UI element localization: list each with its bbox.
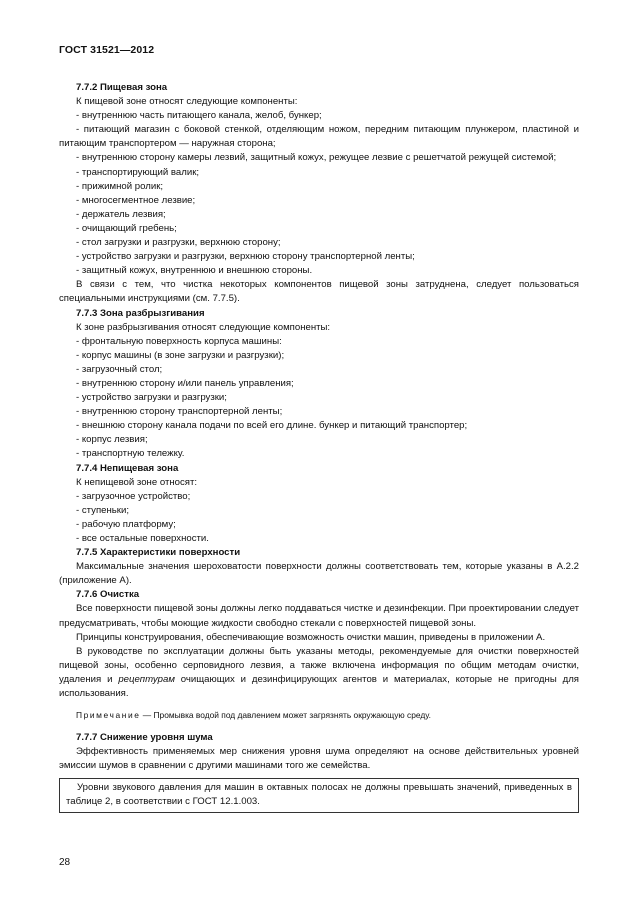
manual-text-before: В руководстве по эксплуатации должны быть указаны методы, рекомендуемые для очистки поверхностей пищевой зоны, особенно серповидного лезвия, а также включена информация по общим методам очистки, удаления и — [59, 645, 579, 685]
list-item: - все остальные поверхности. — [76, 533, 209, 544]
section-title-7-7-5: 7.7.5 Характеристики поверхности — [76, 547, 241, 559]
paragraph: Все поверхности пищевой зоны должны легко поддаваться чистке и дезинфекции. При проектировании следует предусматривать, чтобы моющие жидкости свободно стекали с поверхностей пищевой зоны. — [59, 603, 579, 629]
list-item: - рабочую платформу; — [76, 518, 176, 530]
manual-text-italic: рецептурам — [118, 673, 175, 685]
list-item: - очищающий гребень; — [76, 222, 177, 234]
page-number: 28 — [59, 857, 71, 868]
section-title-7-7-4: 7.7.4 Непищевая зона — [76, 462, 179, 474]
list-item: - корпус лезвия; — [76, 434, 148, 446]
paragraph: В связи с тем, что чистка некоторых компонентов пищевой зоны затруднена, следует пользоваться специальными инструкциями (см. 7.7.5). — [59, 279, 579, 305]
list-item: - внешнюю сторону канала подачи по всей его длине. бункер и питающий транспортер; — [76, 420, 468, 432]
paragraph: Максимальные значения шероховатости поверхности должны соответствовать тем, которые указаны в А.2.2 (приложение А). — [59, 561, 579, 587]
list-item: - транспортную тележку. — [76, 448, 185, 460]
list-item: - прижимной ролик; — [76, 180, 164, 192]
list-item: - фронтальную поверхность корпуса машины: — [76, 335, 282, 347]
document-body — [59, 81, 579, 813]
paragraph: К непищевой зоне относят: — [76, 476, 198, 488]
paragraph: Принципы конструирования, обеспечивающие возможность очистки машин, приведены в приложении А. — [76, 631, 546, 643]
manual-text-after: очищающих и дезинфицирующих агентов и материалах, которые не пригодны для использования. — [59, 673, 579, 700]
list-item: - внутреннюю сторону и/или панель управления; — [76, 377, 294, 389]
list-item: - устройство загрузки и разгрузки, верхнюю сторону транспортерной ленты; — [76, 251, 415, 263]
list-item: - загрузочное устройство; — [76, 490, 191, 502]
list-item: - устройство загрузки и разгрузки; — [76, 392, 227, 404]
section-title-7-7-6: 7.7.6 Очистка — [76, 589, 140, 601]
list-item: - внутреннюю сторону камеры лезвий, защитный кожух, режущее лезвие с решетчатой режущей системой; — [76, 152, 557, 164]
section-title-7-7-7: 7.7.7 Снижение уровня шума — [76, 732, 213, 744]
note — [59, 708, 579, 722]
list-item: - стол загрузки и разгрузки, верхнюю сторону; — [76, 237, 281, 249]
section-title-7-7-3: 7.7.3 Зона разбрызгивания — [76, 307, 205, 319]
section-title-7-7-2: 7.7.2 Пищевая зона — [76, 82, 168, 93]
list-item: - ступеньки; — [76, 504, 130, 516]
list-item: - внутреннюю часть питающего канала, желоб, бункер; — [76, 110, 322, 122]
manual-paragraph — [59, 645, 579, 701]
list-item: - транспортирующий валик; — [76, 166, 200, 178]
list-item: - держатель лезвия; — [76, 208, 166, 220]
list-item: - корпус машины (в зоне загрузки и разгрузки); — [76, 349, 285, 361]
paragraph: К пищевой зоне относят следующие компоненты: — [76, 96, 298, 108]
document-header: ГОСТ 31521—2012 — [59, 44, 155, 56]
note-label: Примечание — [76, 710, 141, 721]
paragraph: Эффективность применяемых мер снижения уровня шума определяют на основе действительных уровней эмиссии шумов в сравнении с другими машинами того же семейства. — [59, 746, 579, 772]
boxed-text: Уровни звукового давления для машин в октавных полосах не должны превышать значений, приведенных в таблице 2, в соответствии с ГОСТ 12.1.003. — [66, 781, 572, 807]
note-text: — Промывка водой под давлением может загрязнять окружающую среду. — [140, 710, 431, 721]
boxed-requirement — [59, 778, 579, 813]
paragraph: К зоне разбрызгивания относят следующие компоненты: — [76, 321, 331, 333]
list-item: - питающий магазин с боковой стенкой, отделяющим ножом, передним питающим плунжером, пластиной и питающим транспортером — наружная сторона; — [59, 124, 579, 150]
list-item: - защитный кожух, внутреннюю и внешнюю стороны. — [76, 265, 313, 277]
list-item: - многосегментное лезвие; — [76, 194, 196, 206]
list-item: - загрузочный стол; — [76, 363, 163, 375]
list-item: - внутреннюю сторону транспортерной ленты; — [76, 406, 283, 418]
